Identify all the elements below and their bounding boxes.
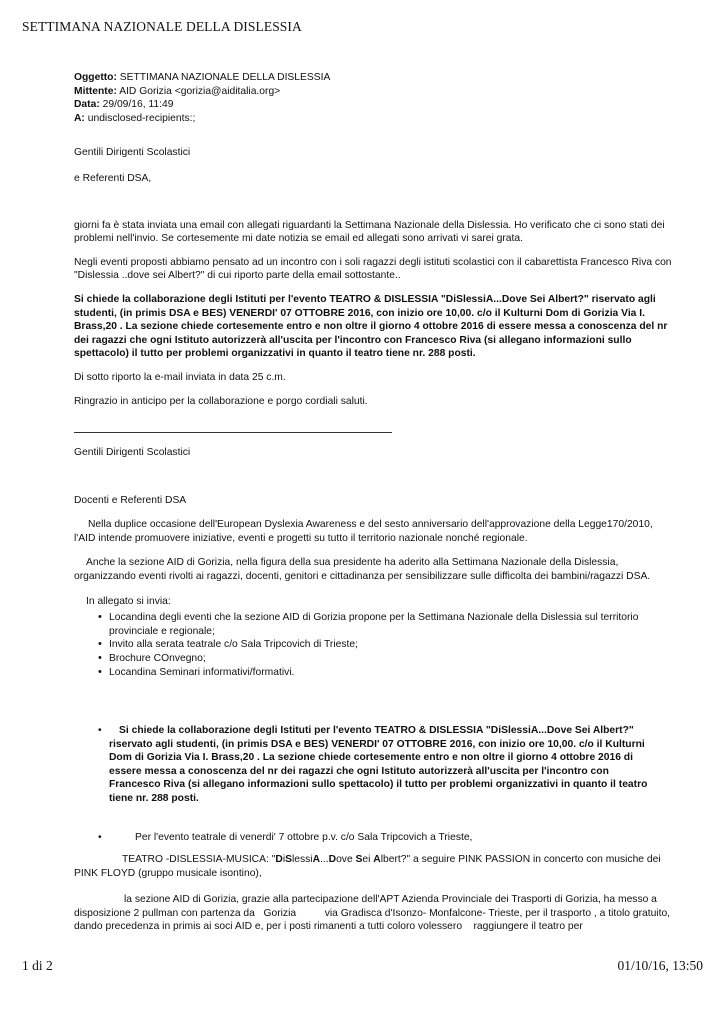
- footer-page-number: 1 di 2: [22, 958, 53, 973]
- footer-timestamp: 01/10/16, 13:50: [617, 958, 703, 973]
- paragraph-eventi: Negli eventi proposti abbiamo pensato ad un incontro con i soli ragazzi degli istituti scolastici con il cabarettista Francesco Riva con "Dislessia ..dove sei Albert?" di cui riporto parte della email sottostante..: [74, 256, 672, 282]
- title-letter: S: [285, 854, 292, 865]
- bullet-dot: •: [98, 832, 102, 843]
- bullet-request-bold: Si chiede la collaborazione degli Istituti per l'evento TEATRO & DISLESSIA "DiSlessiA...Dove Sei Albert?" riservato agli studenti, (in primis DSA e BES) VENERDI' 07 OTTOBRE 2016, con inizio ore 10,00. c/o il Kulturni Dom di Gorizia Via I. Brass,20 . La sezione chiede cortesemente entro e non oltre il giorno 4 ottobre 2016 di essere messa a conoscenza del nr dei ragazzi che ogni Istituto autorizzerà all'uscita per l'incontro con Francesco Riva (si allegano informazioni sullo spettacolo) il tutto per problemi organizzativi in quanto il teatro tiene nr. 288 posti.: [109, 725, 648, 804]
- title-letter: D: [328, 854, 337, 865]
- greeting-referenti: e Referenti DSA,: [74, 172, 152, 184]
- subject-label: Oggetto:: [74, 72, 117, 83]
- paragraph-riporto: Di sotto riporto la e-mail inviata in data 25 c.m.: [74, 371, 286, 383]
- date-value: 29/09/16, 11:49: [102, 99, 174, 111]
- title-part: lessi: [291, 854, 313, 865]
- paragraph-pullman: la sezione AID di Gorizia, grazie alla partecipazione dell'APT Azienda Provinciale dei Trasporti di Gorizia, ha messo a disposizione 2 pullman con partenza da Gorizia via Gradisca d'Isonzo- Monfalcone- Trieste, per il trasporto , a titolo gratuito, dando precedenza in primis ai soci AID e, per i posti rimanenti a tutti coloro volessero raggiungere il teatro per: [74, 894, 673, 933]
- date-row: [74, 98, 674, 112]
- teatro-prefix: TEATRO -DISLESSIA-MUSICA: ": [122, 854, 276, 865]
- bullet-trieste-text: Per l'evento teatrale di venerdi' 7 ottobre p.v. c/o Sala Tripcovich a Trieste,: [135, 832, 473, 843]
- title-part: ei: [362, 854, 374, 865]
- separator-line: [74, 432, 392, 433]
- greeting-docenti: Docenti e Referenti DSA: [74, 494, 187, 506]
- page-header-title: SETTIMANA NAZIONALE DELLA DISLESSIA: [22, 19, 302, 34]
- title-part: lbert?: [380, 854, 407, 865]
- paragraph-intro: giorni fa è stata inviata una email con allegati riguardanti la Settimana Nazionale della Dislessia. Ho verificato che ci sono stati dei problemi nell'invio. Se cortesemente mi date notizia se email ed allegati sono arrivati vi sarei grata.: [74, 219, 665, 245]
- to-row: [74, 112, 674, 126]
- email-headers: [74, 71, 674, 125]
- sender-value[interactable]: AID Gorizia <gorizia@aiditalia.org>: [119, 85, 281, 97]
- title-letter: A: [312, 854, 321, 865]
- subject-row: [74, 71, 674, 85]
- list-item: • Locandina degli eventi che la sezione AID di Gorizia propone per la Settimana Nazionale della Dislessia sul territorio provinciale e regionale;: [109, 611, 674, 638]
- teatro-paragraph: [74, 853, 682, 934]
- paragraph-aid-gorizia: Anche la sezione AID di Gorizia, nella figura della sua presidente ha aderito alla Settimana Nazionale della Dislessia, organizzando eventi rivolti ai ragazzi, docenti, genitori e cittadinanza per sensibilizzare sulle difficolta dei bambini/ragazzi DSA.: [74, 557, 651, 582]
- sender-label: Mittente:: [74, 85, 117, 97]
- greeting-dirigenti-2: Gentili Dirigenti Scolastici: [74, 447, 191, 458]
- list-item: • Locandina Seminari informativi/formativi.: [109, 666, 674, 680]
- teatro-text: [74, 853, 682, 880]
- sender-row: [74, 85, 674, 99]
- attachments-list: [74, 611, 674, 679]
- to-label: A:: [74, 112, 85, 124]
- teatro-suffix: " a seguire PINK PASSION in concerto con musiche dei PINK FLOYD (gruppo musicale isontino),: [74, 854, 661, 879]
- title-letter: S: [355, 854, 363, 865]
- request-bullet: [98, 724, 661, 806]
- bullet-dot: •: [98, 725, 102, 736]
- attachments-intro: In allegato si invia:: [86, 595, 171, 607]
- list-item: • Brochure COnvegno;: [109, 652, 674, 666]
- title-part: i: [282, 854, 286, 865]
- paragraph-request-bold: Si chiede la collaborazione degli Istituti per l'evento TEATRO & DISLESSIA "DiSlessiA...Dove Sei Albert?" riservato agli studenti, (in primis DSA e BES) VENERDI' 07 OTTOBRE 2016, con inizio ore 10,00. c/o il Kulturni Dom di Gorizia Via I. Brass,20 . La sezione chiede cortesemente entro e non oltre il giorno 4 ottobre 2016 di essere messa a conoscenza del nr dei ragazzi che ogni Istituto autorizzerà all'uscita per l'incontro con Francesco Riva (si allegano informazioni sullo spettacolo) il tutto per problemi organizzativi in quanto il teatro tiene nr. 288 posti.: [74, 293, 668, 360]
- forwarded-email: [74, 446, 674, 679]
- title-letter: A: [373, 854, 381, 865]
- date-label: Data:: [74, 99, 100, 111]
- title-part: ove: [336, 854, 356, 865]
- title-part: ...: [320, 854, 329, 865]
- title-letter: D: [275, 854, 283, 865]
- greeting-dirigenti: Gentili Dirigenti Scolastici: [74, 147, 191, 159]
- list-item: • Invito alla serata teatrale c/o Sala Tripcovich di Trieste;: [109, 638, 674, 652]
- trieste-bullet: [98, 831, 674, 845]
- email-document: [74, 71, 674, 408]
- subject-value: SETTIMANA NAZIONALE DELLA DISLESSIA: [119, 72, 331, 83]
- to-value: undisclosed-recipients:;: [87, 112, 196, 124]
- paragraph-ringrazio: Ringrazio in anticipo per la collaborazione e porgo cordiali saluti.: [74, 395, 368, 407]
- paragraph-dyslexia-awareness: Nella duplice occasione dell'European Dyslexia Awareness e del sesto anniversario dell'approvazione della Legge170/2010, l'AID intende promuovere iniziative, eventi e progetti su tutto il territorio nazionale nonché regionale.: [74, 519, 653, 544]
